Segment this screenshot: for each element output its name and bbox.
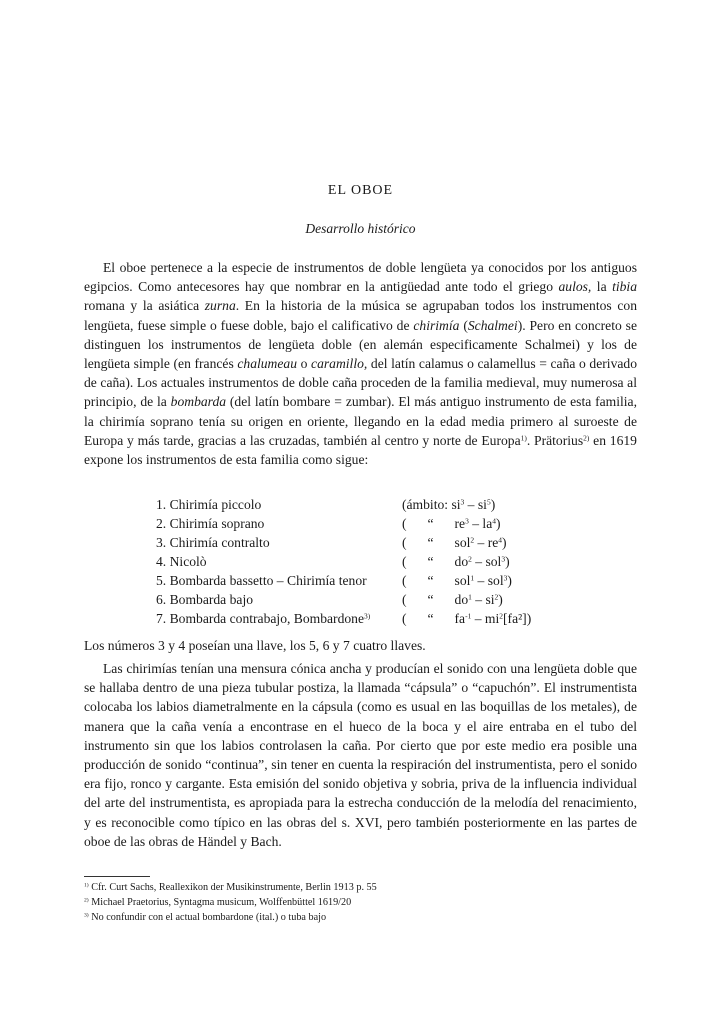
term-chirimia: chirimía <box>413 317 460 333</box>
instrument-list <box>156 495 636 628</box>
footnote: $^{1)}$ Cfr. Curt Sachs, Reallexikon der Musikinstrumente, Berlin 1913 p. 55 <box>84 882 377 893</box>
footnote: $^{2)}$ Michael Praetorius, Syntagma musicum, Wolffenbüttel 1619/20 <box>84 897 352 908</box>
section-subtitle: Desarrollo histórico <box>305 221 416 236</box>
footnote-ref: 3) <box>364 611 371 621</box>
list-item: 6. Bombarda bajo ( “ $do^1 - si^2$) <box>156 592 503 607</box>
range-cell: (ámbito: $si^3 - si^5$) <box>402 497 496 512</box>
paragraph-chirimias: Las chirimías tenían una mensura cónica ancha y producían el sonido con una lengüeta doble que se hallaba dentro de una pieza tubular postiza, la llamada “cápsula” o “capuchón”. El instrumentista colocaba los labios diametralmente en la cápsula (como es usual en las boquillas de los metales), de manera que la caña venía a encontrase en el hueco de la boca y el aire entraba en el tubo del instrumento sin que los labios controlasen la caña. Por cierto que por este medio era posible una producción de sonido “continua”, sin tener en cuenta la respiración del instrumentista, pero el sonido era fijo, ronco y cargante. Esta emisión del sonido objetiva y sobria, priva de la influencia individual del arte del instrumentista, es apropiada para la estrecha conducción de la melodía del renacimiento, y es reconocible como típico en las obras del s. XVI, pero también posteriormente en las partes de oboe de las obras de Händel y Bach. <box>84 661 637 849</box>
term-schalmei: Schalmei <box>467 317 518 333</box>
list-item: 7. Bombarda contrabajo, Bombardone$^{3)}$ ( “ $fa^{-1} - mi^2[fa^2]$) <box>156 611 532 626</box>
paragraph-intro: El oboe pertenece a la especie de instrumentos de doble lengüeta ya conocidos por los antiguos egipcios. Como antecesores hay que nombrar en la antigüedad ante todo el griego aulos, la tibia romana y la asiática zurna. En la historia de la música se agrupaban todos los instrumentos con lengüeta, fuese simple o fuese doble, bajo el calificativo de chirimía (Schalmei). Pero en concreto se distinguen los instrumentos de lengüeta doble (en alemán especificamente Schalmei) y los de lengüeta simple (en francés chalumeau o caramillo, del latín calamus o calamellus = caña o derivado de caña). Los actuales instrumentos de doble caña proceden de la familia medieval, muy numerosa al principio, de la bombarda (del latín bombare = zumbar). El más antiguo instrumento de esta familia, la chirimía soprano tenía su origen en oriente, llegando en la edad media primero al suroeste de Europa y más tarde, gracias a las cruzadas, también al centro y norte de Europa$^{1)}$. Prätorius$^{2)}$ en 1619 expone los instrumentos de esta familia como sigue: <box>84 260 637 468</box>
list-item: 3. Chirimía contralto ( “ $sol^2 - re^4$) <box>156 535 507 550</box>
page-title: EL OBOE <box>327 183 394 198</box>
term-chalumeau: chalumeau <box>237 356 298 372</box>
list-item: 2. Chirimía soprano ( “ $re^3 - la^4$) <box>156 516 501 531</box>
footnotes <box>84 880 637 925</box>
footnote: $^{3)}$ No confundir con el actual bombardone (ital.) o tuba bajo <box>84 912 327 923</box>
list-item: 5. Bombarda bassetto – Chirimía tenor ( “ sol$^1$ – sol$^3$) <box>156 573 512 588</box>
range-cell: ( “ sol$^1$ – sol$^3$) <box>402 573 512 588</box>
list-item: 1. Chirimía piccolo (ámbito: $si^3 - si^5$) <box>156 497 496 512</box>
range-cell: ( “ $do^1 - si^2$) <box>402 592 503 607</box>
term-aulos: aulos, <box>558 279 592 295</box>
term-zurna: zurna <box>204 298 236 314</box>
term-caramillo: caramillo, <box>311 356 368 372</box>
list-item: 4. Nicolò ( “ $do^2 - sol^3$) <box>156 554 510 569</box>
paragraph-keys: Los números 3 y 4 poseían una llave, los 5, 6 y 7 cuatro llaves. <box>84 638 426 653</box>
range-cell: ( “ $do^2 - sol^3$) <box>402 554 510 569</box>
term-tibia: tibia <box>612 279 637 295</box>
term-bombarda: bombarda <box>170 394 227 410</box>
range-cell: ( “ $fa^{-1} - mi^2[fa^2]$) <box>402 611 532 626</box>
footnote-ref: 1) <box>520 433 527 443</box>
footnote-divider <box>84 876 150 877</box>
range-cell: ( “ $re^3 - la^4$) <box>402 516 501 531</box>
range-cell: ( “ $sol^2 - re^4$) <box>402 535 507 550</box>
footnote-ref: 2) <box>583 433 590 443</box>
